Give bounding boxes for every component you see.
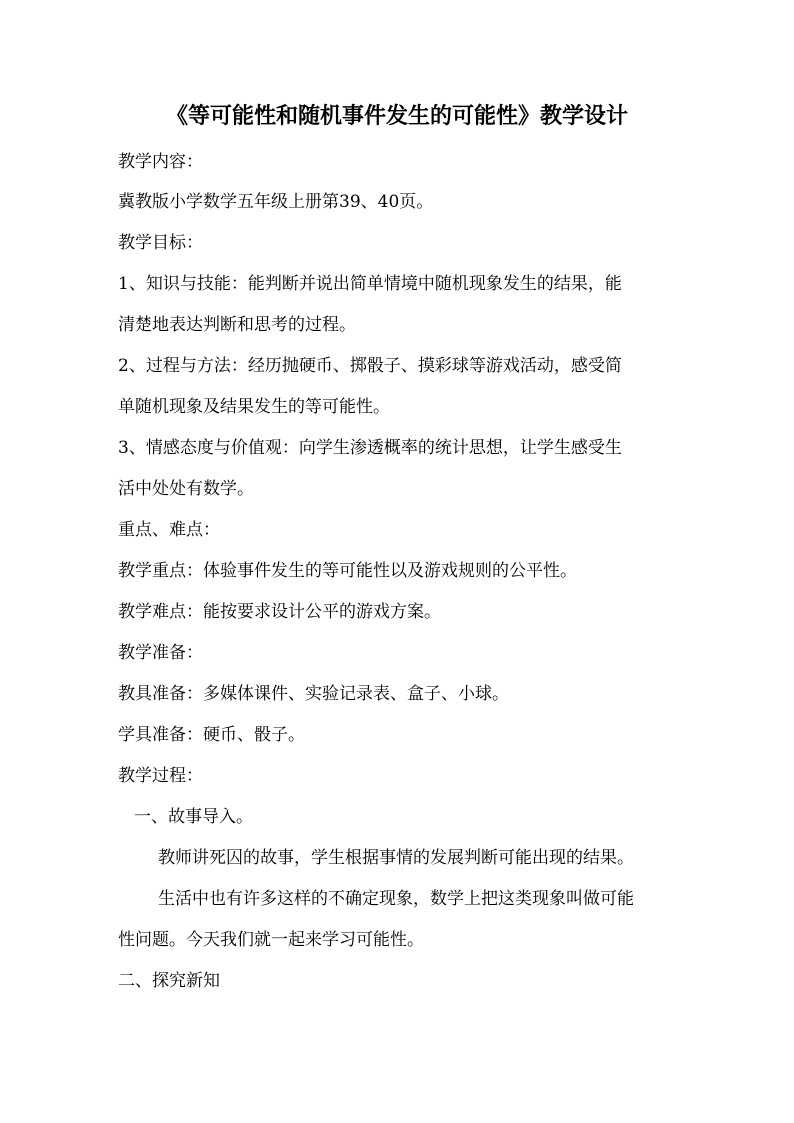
objective-1-line-1: 1、知识与技能：能判断并说出简单情境中随机现象发生的结果，能 (118, 274, 622, 294)
step-1-paragraph-1: 教师讲死囚的故事，学生根据事情的发展判断可能出现的结果。 (158, 848, 634, 868)
section-heading-content: 教学内容： (118, 152, 203, 172)
section-heading-key-points: 重点、难点： (118, 520, 220, 540)
step-1-paragraph-2-line-2: 性问题。今天我们就一起来学习可能性。 (118, 930, 424, 950)
objective-3-line-1: 3、情感态度与价值观：向学生渗透概率的统计思想，让学生感受生 (118, 438, 622, 458)
step-2-heading: 二、探究新知 (118, 971, 220, 991)
content-text: 冀教版小学数学五年级上册第39、40页。 (118, 192, 434, 212)
document-title: 《等可能性和随机事件发生的可能性》教学设计 (165, 103, 628, 129)
step-1-heading: 一、故事导入。 (134, 807, 253, 827)
teacher-materials-text: 教具准备：多媒体课件、实验记录表、盒子、小球。 (118, 684, 509, 704)
objective-1-line-2: 清楚地表达判断和思考的过程。 (118, 315, 356, 335)
key-point-text: 教学重点：体验事件发生的等可能性以及游戏规则的公平性。 (118, 561, 577, 581)
section-heading-objectives: 教学目标： (118, 233, 203, 253)
section-heading-process: 教学过程： (118, 766, 203, 786)
objective-2-line-2: 单随机现象及结果发生的等可能性。 (118, 397, 390, 417)
objective-2-line-1: 2、过程与方法：经历抛硬币、掷骰子、摸彩球等游戏活动，感受简 (118, 356, 622, 376)
section-heading-preparation: 教学准备： (118, 643, 203, 663)
difficult-point-text: 教学难点：能按要求设计公平的游戏方案。 (118, 602, 441, 622)
step-1-paragraph-2-line-1: 生活中也有许多这样的不确定现象，数学上把这类现象叫做可能 (158, 889, 634, 909)
objective-3-line-2: 活中处处有数学。 (118, 479, 254, 499)
student-materials-text: 学具准备：硬币、骰子。 (118, 725, 305, 745)
